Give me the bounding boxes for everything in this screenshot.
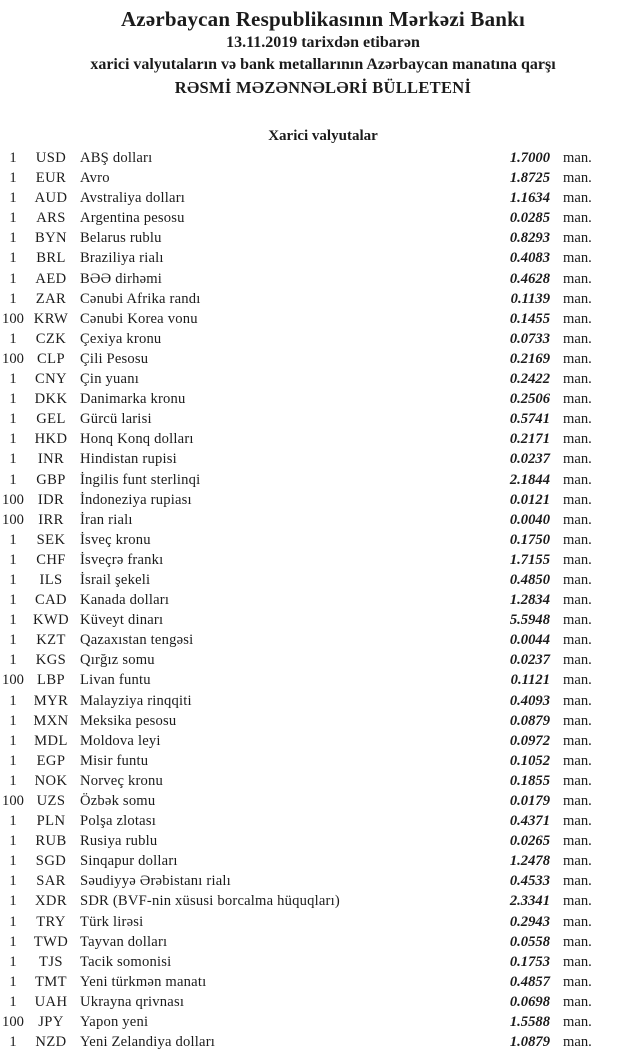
bulletin-title: RƏSMİ MƏZƏNNƏLƏRİ BÜLLETENİ bbox=[174, 78, 472, 97]
rate-value: 0.0972 bbox=[509, 732, 550, 749]
unit-label: man. bbox=[563, 571, 592, 588]
unit-label: man. bbox=[563, 310, 592, 327]
table-row bbox=[0, 369, 620, 389]
currency-name: Belarus rublu bbox=[80, 230, 162, 247]
unit-label: man. bbox=[563, 853, 592, 870]
rate-value: 0.0237 bbox=[509, 451, 550, 468]
unit-label: man. bbox=[563, 150, 592, 166]
quantity: 1 bbox=[9, 451, 17, 468]
unit-label: man. bbox=[563, 350, 592, 367]
unit-label: man. bbox=[563, 551, 592, 568]
currency-name: Argentina pesosu bbox=[80, 210, 185, 227]
rate-value: 1.2478 bbox=[509, 853, 550, 870]
currency-code: UAH bbox=[34, 993, 68, 1010]
rate-value: 0.2422 bbox=[509, 371, 550, 388]
rate-value: 1.0879 bbox=[509, 1034, 550, 1051]
table-row bbox=[0, 470, 620, 490]
table-row bbox=[0, 610, 620, 630]
quantity: 1 bbox=[9, 391, 17, 408]
table-row bbox=[0, 751, 620, 771]
table-row bbox=[0, 570, 620, 590]
table-row bbox=[0, 329, 620, 349]
unit-label: man. bbox=[563, 612, 592, 629]
unit-label: man. bbox=[563, 913, 592, 930]
currency-code: XDR bbox=[34, 893, 67, 910]
effective-date-line: 13.11.2019 tarixdən etibarən bbox=[226, 34, 420, 51]
currency-name: Çexiya kronu bbox=[80, 330, 162, 347]
quantity: 1 bbox=[9, 893, 17, 910]
quantity: 1 bbox=[9, 190, 17, 207]
rate-value: 2.1844 bbox=[509, 471, 550, 488]
rate-value: 5.5948 bbox=[509, 612, 550, 629]
quantity: 1 bbox=[9, 592, 17, 609]
unit-label: man. bbox=[563, 210, 592, 227]
exchange-rates-table bbox=[0, 148, 620, 1052]
subtitle-line: xarici valyutaların və bank metallarının Azərbaycan manatına qarşı bbox=[90, 56, 556, 73]
unit-label: man. bbox=[563, 592, 592, 609]
currency-name: ABŞ dolları bbox=[80, 150, 153, 166]
rate-value: 0.0558 bbox=[509, 933, 550, 950]
currency-name: İndoneziya rupiası bbox=[80, 491, 192, 508]
table-row bbox=[0, 389, 620, 409]
currency-code: NZD bbox=[35, 1034, 67, 1051]
quantity: 100 bbox=[2, 793, 24, 809]
rate-value: 0.0285 bbox=[509, 210, 550, 227]
quantity: 1 bbox=[9, 933, 17, 950]
currency-code: IRR bbox=[38, 511, 64, 528]
table-row bbox=[0, 650, 620, 670]
rate-value: 0.4850 bbox=[509, 571, 550, 588]
currency-name: Polşa zlotası bbox=[80, 813, 156, 830]
currency-name: Hindistan rupisi bbox=[80, 451, 177, 468]
currency-name: Meksika pesosu bbox=[80, 712, 177, 729]
rate-value: 1.7155 bbox=[509, 551, 550, 568]
table-row bbox=[0, 952, 620, 972]
rate-value: 0.0265 bbox=[509, 833, 550, 850]
quantity: 1 bbox=[9, 732, 17, 749]
unit-label: man. bbox=[563, 290, 592, 307]
unit-label: man. bbox=[563, 270, 592, 287]
currency-name: İran rialı bbox=[80, 511, 133, 528]
quantity: 100 bbox=[2, 511, 24, 528]
rate-value: 0.4857 bbox=[509, 973, 550, 990]
currency-code: TMT bbox=[34, 973, 67, 990]
unit-label: man. bbox=[563, 230, 592, 247]
unit-label: man. bbox=[563, 813, 592, 830]
table-row bbox=[0, 972, 620, 992]
currency-code: LBP bbox=[37, 672, 65, 689]
unit-label: man. bbox=[563, 993, 592, 1010]
rate-value: 0.8293 bbox=[509, 230, 550, 247]
table-row bbox=[0, 590, 620, 610]
currency-code: IDR bbox=[37, 491, 65, 508]
quantity: 1 bbox=[9, 210, 17, 227]
currency-code: KRW bbox=[33, 310, 69, 327]
quantity: 100 bbox=[2, 1014, 24, 1031]
table-row bbox=[0, 811, 620, 831]
unit-label: man. bbox=[563, 732, 592, 749]
currency-code: ARS bbox=[36, 210, 66, 227]
rate-value: 0.0121 bbox=[509, 491, 550, 508]
unit-label: man. bbox=[563, 491, 592, 508]
unit-label: man. bbox=[563, 431, 592, 448]
rate-value: 0.4628 bbox=[509, 270, 550, 287]
currency-name: İsveçrə frankı bbox=[80, 551, 164, 568]
table-row bbox=[0, 188, 620, 208]
document-header bbox=[0, 0, 620, 99]
table-row bbox=[0, 932, 620, 952]
quantity: 1 bbox=[9, 230, 17, 247]
rate-value: 0.4083 bbox=[509, 250, 550, 267]
table-row bbox=[0, 269, 620, 289]
quantity: 1 bbox=[9, 371, 17, 388]
currency-code: MYR bbox=[33, 692, 69, 709]
unit-label: man. bbox=[563, 833, 592, 850]
table-row bbox=[0, 208, 620, 228]
currency-name: Norveç kronu bbox=[80, 772, 164, 789]
unit-label: man. bbox=[563, 391, 592, 408]
section-title-foreign-currencies: Xarici valyutalar bbox=[268, 128, 378, 144]
currency-code: AUD bbox=[34, 190, 68, 207]
quantity: 1 bbox=[9, 973, 17, 990]
unit-label: man. bbox=[563, 511, 592, 528]
currency-code: KGS bbox=[35, 652, 67, 669]
rate-value: 0.1753 bbox=[509, 953, 550, 970]
quantity: 1 bbox=[9, 551, 17, 568]
table-row bbox=[0, 349, 620, 369]
currency-code: USD bbox=[35, 150, 67, 166]
quantity: 1 bbox=[9, 571, 17, 588]
table-row bbox=[0, 670, 620, 690]
quantity: 1 bbox=[9, 712, 17, 729]
currency-name: Yapon yeni bbox=[80, 1014, 149, 1031]
quantity: 1 bbox=[9, 250, 17, 267]
table-row bbox=[0, 912, 620, 932]
currency-code: NOK bbox=[34, 772, 68, 789]
currency-code: HKD bbox=[34, 431, 68, 448]
unit-label: man. bbox=[563, 471, 592, 488]
currency-code: CHF bbox=[36, 551, 66, 568]
quantity: 1 bbox=[9, 612, 17, 629]
rate-value: 0.0040 bbox=[509, 511, 550, 528]
currency-name: Çili Pesosu bbox=[80, 350, 149, 367]
quantity: 1 bbox=[9, 833, 17, 850]
currency-name: Cənubi Korea vonu bbox=[80, 310, 198, 327]
table-row bbox=[0, 871, 620, 891]
rate-value: 2.3341 bbox=[509, 893, 550, 910]
currency-name: Tacik somonisi bbox=[80, 953, 172, 970]
rate-value: 1.5588 bbox=[509, 1014, 550, 1031]
table-row bbox=[0, 691, 620, 711]
currency-name: Honq Konq dolları bbox=[80, 431, 194, 448]
rate-value: 0.1121 bbox=[510, 672, 550, 689]
currency-name: Kanada dolları bbox=[80, 592, 170, 609]
currency-code: MXN bbox=[33, 712, 69, 729]
currency-name: BƏƏ dirhəmi bbox=[80, 270, 163, 287]
unit-label: man. bbox=[563, 772, 592, 789]
currency-code: EUR bbox=[35, 170, 67, 187]
table-row bbox=[0, 429, 620, 449]
currency-name: Qazaxıstan tengəsi bbox=[80, 632, 194, 649]
currency-name: İsrail şekeli bbox=[80, 571, 151, 588]
unit-label: man. bbox=[563, 451, 592, 468]
unit-label: man. bbox=[563, 793, 592, 809]
table-row bbox=[0, 1032, 620, 1052]
table-row bbox=[0, 510, 620, 530]
currency-name: Ukrayna qrivnası bbox=[80, 993, 185, 1010]
currency-name: Malayziya rinqqiti bbox=[80, 692, 192, 709]
currency-code: CZK bbox=[35, 330, 67, 347]
currency-name: Türk lirəsi bbox=[80, 913, 144, 930]
quantity: 1 bbox=[9, 150, 17, 166]
unit-label: man. bbox=[563, 692, 592, 709]
rate-value: 0.1052 bbox=[509, 752, 550, 769]
currency-code: EGP bbox=[36, 752, 66, 769]
currency-name: Tayvan dolları bbox=[80, 933, 168, 950]
table-row bbox=[0, 530, 620, 550]
currency-name: Danimarka kronu bbox=[80, 391, 186, 408]
bank-title: Azərbaycan Respublikasının Mərkəzi Bankı bbox=[120, 7, 526, 31]
table-row bbox=[0, 168, 620, 188]
currency-name: Yeni türkmən manatı bbox=[80, 973, 207, 990]
currency-name: Gürcü larisi bbox=[80, 411, 152, 428]
unit-label: man. bbox=[563, 953, 592, 970]
table-row bbox=[0, 992, 620, 1012]
unit-label: man. bbox=[563, 1034, 592, 1051]
table-row bbox=[0, 228, 620, 248]
table-row bbox=[0, 449, 620, 469]
currency-code: KWD bbox=[32, 612, 70, 629]
currency-name: Avstraliya dolları bbox=[80, 190, 186, 207]
quantity: 1 bbox=[9, 411, 17, 428]
table-row bbox=[0, 711, 620, 731]
currency-name: Rusiya rublu bbox=[80, 833, 158, 850]
rate-value: 0.4093 bbox=[509, 692, 550, 709]
unit-label: man. bbox=[563, 1014, 592, 1031]
unit-label: man. bbox=[563, 250, 592, 267]
unit-label: man. bbox=[563, 330, 592, 347]
currency-code: BRL bbox=[36, 250, 66, 267]
unit-label: man. bbox=[563, 933, 592, 950]
quantity: 1 bbox=[9, 170, 17, 187]
quantity: 1 bbox=[9, 752, 17, 769]
currency-code: PLN bbox=[36, 813, 66, 830]
currency-code: CLP bbox=[37, 350, 65, 367]
unit-label: man. bbox=[563, 411, 592, 428]
currency-name: Livan funtu bbox=[80, 672, 151, 689]
quantity: 1 bbox=[9, 531, 17, 548]
currency-name: Sinqapur dolları bbox=[80, 853, 178, 870]
currency-name: Misir funtu bbox=[80, 752, 149, 769]
currency-code: AED bbox=[35, 270, 67, 287]
rate-value: 0.1750 bbox=[509, 531, 550, 548]
quantity: 1 bbox=[9, 270, 17, 287]
table-row bbox=[0, 248, 620, 268]
table-row bbox=[0, 731, 620, 751]
currency-code: TWD bbox=[33, 933, 69, 950]
rate-value: 0.4371 bbox=[509, 813, 550, 830]
unit-label: man. bbox=[563, 190, 592, 207]
quantity: 100 bbox=[2, 672, 24, 689]
rate-value: 0.2506 bbox=[509, 391, 550, 408]
quantity: 1 bbox=[9, 632, 17, 649]
rate-value: 0.0733 bbox=[509, 330, 550, 347]
quantity: 1 bbox=[9, 953, 17, 970]
unit-label: man. bbox=[563, 973, 592, 990]
currency-code: KZT bbox=[36, 632, 66, 649]
rate-value: 0.0044 bbox=[509, 632, 550, 649]
rate-value: 0.1855 bbox=[509, 772, 550, 789]
currency-name: Çin yuanı bbox=[80, 371, 139, 388]
rate-value: 1.8725 bbox=[509, 170, 550, 187]
rate-value: 0.1455 bbox=[509, 310, 550, 327]
currency-name: İngilis funt sterlinqi bbox=[80, 471, 201, 488]
unit-label: man. bbox=[563, 652, 592, 669]
currency-code: SAR bbox=[36, 873, 66, 890]
currency-code: SGD bbox=[35, 853, 67, 870]
table-row bbox=[0, 550, 620, 570]
table-row bbox=[0, 791, 620, 811]
table-row bbox=[0, 851, 620, 871]
quantity: 100 bbox=[2, 350, 24, 367]
currency-name: Cənubi Afrika randı bbox=[80, 290, 201, 307]
currency-name: SDR (BVF-nin xüsusi borcalma hüquqları) bbox=[80, 893, 340, 910]
currency-code: UZS bbox=[36, 793, 66, 809]
quantity: 1 bbox=[9, 853, 17, 870]
unit-label: man. bbox=[563, 672, 592, 689]
rate-value: 0.0179 bbox=[509, 793, 550, 809]
rate-value: 1.1634 bbox=[509, 190, 550, 207]
unit-label: man. bbox=[563, 170, 592, 187]
quantity: 1 bbox=[9, 873, 17, 890]
currency-name: Yeni Zelandiya dolları bbox=[80, 1034, 216, 1051]
currency-name: Braziliya rialı bbox=[80, 250, 164, 267]
currency-code: JPY bbox=[38, 1014, 64, 1031]
rate-value: 0.4533 bbox=[509, 873, 550, 890]
table-row bbox=[0, 1012, 620, 1032]
unit-label: man. bbox=[563, 632, 592, 649]
quantity: 1 bbox=[9, 330, 17, 347]
table-row bbox=[0, 289, 620, 309]
currency-code: SEK bbox=[36, 531, 66, 548]
currency-code: GBP bbox=[36, 471, 66, 488]
quantity: 1 bbox=[9, 431, 17, 448]
currency-name: İsveç kronu bbox=[80, 531, 151, 548]
currency-code: RUB bbox=[35, 833, 67, 850]
unit-label: man. bbox=[563, 893, 592, 910]
quantity: 1 bbox=[9, 813, 17, 830]
unit-label: man. bbox=[563, 371, 592, 388]
unit-label: man. bbox=[563, 531, 592, 548]
currency-code: GEL bbox=[36, 411, 66, 428]
currency-code: DKK bbox=[34, 391, 68, 408]
quantity: 100 bbox=[2, 491, 24, 508]
table-row bbox=[0, 490, 620, 510]
rate-value: 0.1139 bbox=[510, 290, 550, 307]
currency-code: CAD bbox=[34, 592, 67, 609]
rate-value: 1.2834 bbox=[509, 592, 550, 609]
unit-label: man. bbox=[563, 752, 592, 769]
table-row bbox=[0, 309, 620, 329]
quantity: 1 bbox=[9, 652, 17, 669]
rate-value: 0.2171 bbox=[509, 431, 550, 448]
table-row bbox=[0, 831, 620, 851]
quantity: 1 bbox=[9, 993, 17, 1010]
currency-code: TJS bbox=[39, 953, 63, 970]
currency-code: INR bbox=[37, 451, 65, 468]
rate-value: 0.5741 bbox=[509, 411, 550, 428]
table-row bbox=[0, 891, 620, 911]
table-row bbox=[0, 630, 620, 650]
currency-name: Moldova leyi bbox=[80, 732, 161, 749]
unit-label: man. bbox=[563, 873, 592, 890]
currency-name: Özbək somu bbox=[80, 793, 156, 809]
currency-code: CNY bbox=[34, 371, 67, 388]
currency-name: Küveyt dinarı bbox=[80, 612, 164, 629]
currency-code: MDL bbox=[34, 732, 68, 749]
currency-name: Səudiyyə Ərəbistanı rialı bbox=[80, 873, 231, 890]
quantity: 1 bbox=[9, 1034, 17, 1051]
currency-code: ILS bbox=[39, 571, 63, 588]
rate-value: 0.2943 bbox=[509, 913, 550, 930]
rate-value: 0.2169 bbox=[509, 350, 550, 367]
rate-value: 0.0698 bbox=[509, 993, 550, 1010]
rate-value: 0.0879 bbox=[509, 712, 550, 729]
quantity: 1 bbox=[9, 290, 17, 307]
currency-code: TRY bbox=[36, 913, 66, 930]
currency-name: Avro bbox=[80, 170, 110, 187]
currency-code: BYN bbox=[34, 230, 67, 247]
table-row bbox=[0, 148, 620, 168]
unit-label: man. bbox=[563, 712, 592, 729]
rate-value: 0.0237 bbox=[509, 652, 550, 669]
currency-name: Qırğız somu bbox=[80, 652, 155, 669]
quantity: 1 bbox=[9, 471, 17, 488]
quantity: 1 bbox=[9, 692, 17, 709]
quantity: 1 bbox=[9, 772, 17, 789]
table-row bbox=[0, 409, 620, 429]
quantity: 1 bbox=[9, 913, 17, 930]
table-row bbox=[0, 771, 620, 791]
quantity: 100 bbox=[2, 310, 24, 327]
rate-value: 1.7000 bbox=[509, 150, 550, 166]
currency-code: ZAR bbox=[35, 290, 67, 307]
